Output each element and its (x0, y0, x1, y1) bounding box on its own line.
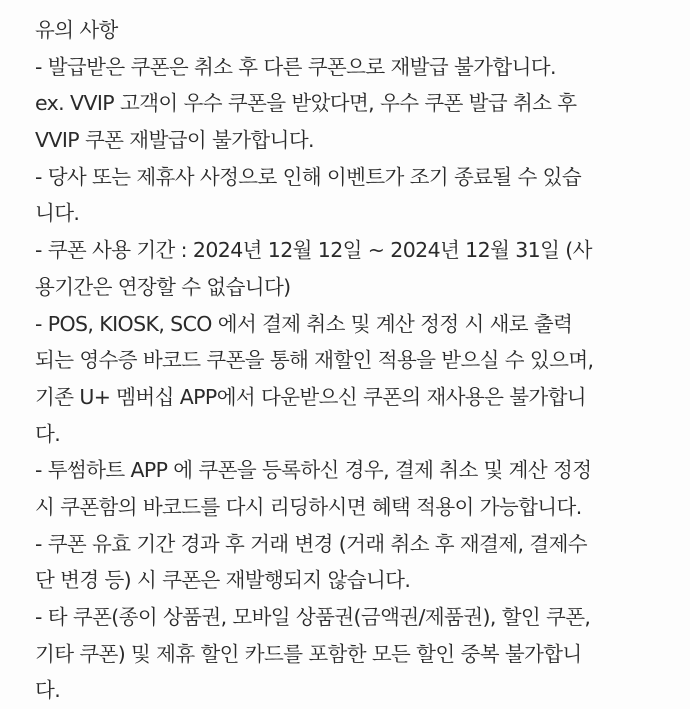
notice-line: 기타 쿠폰) 및 제휴 할인 카드를 포함한 모든 할인 중복 불가합니 (35, 641, 582, 666)
notice-line: 시 쿠폰함의 바코드를 다시 리딩하시면 혜택 적용이 가능합니다. (35, 494, 582, 519)
notice-title: 유의 사항 (35, 18, 118, 42)
notice-line: 기존 U+ 멤버십 APP에서 다운받으신 쿠폰의 재사용은 불가합니 (35, 384, 587, 409)
notice-line: 되는 영수증 바코드 쿠폰을 통해 재할인 적용을 받으실 수 있으며, (35, 348, 594, 373)
notice-line: 다. (35, 678, 61, 703)
notice-line: - 투썸하트 APP 에 쿠폰을 등록하신 경우, 결제 취소 및 계산 정정 (35, 458, 592, 483)
notice-line: VVIP 쿠폰 재발급이 불가합니다. (35, 128, 314, 153)
notice-line: 니다. (35, 201, 80, 226)
notice-line: - 쿠폰 유효 기간 경과 후 거래 변경 (거래 취소 후 재결제, 결제수 (35, 531, 587, 556)
notice-line: - 타 쿠폰(종이 상품권, 모바일 상품권(금액권/제품권), 할인 쿠폰, (35, 605, 591, 629)
notice-line: 단 변경 등) 시 쿠폰은 재발행되지 않습니다. (35, 568, 411, 593)
notice-line: 용기간은 연장할 수 없습니다) (35, 274, 291, 299)
notice-line: - POS, KIOSK, SCO 에서 결제 취소 및 계산 정정 시 새로 출력 (35, 311, 573, 336)
notice-line: - 쿠폰 사용 기간 : 2024년 12월 12일 ~ 2024년 12월 31일 (사 (35, 238, 592, 263)
notice-line: - 발급받은 쿠폰은 취소 후 다른 쿠폰으로 재발급 불가합니다. (35, 54, 556, 79)
notice-line: 다. (35, 421, 61, 446)
notice-line: ex. VVIP 고객이 우수 쿠폰을 받았다면, 우수 쿠폰 발급 취소 후 (35, 91, 577, 116)
notice-line: - 당사 또는 제휴사 사정으로 인해 이벤트가 조기 종료될 수 있습 (35, 164, 582, 189)
